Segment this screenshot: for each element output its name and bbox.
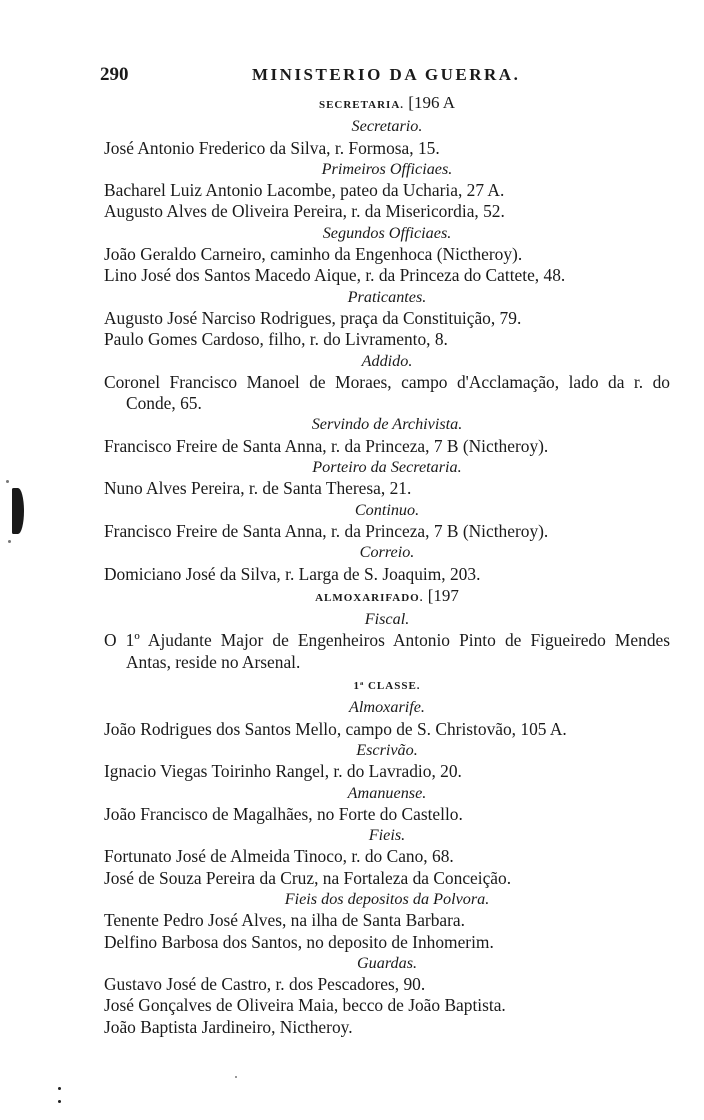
directory-entry: Francisco Freire de Santa Anna, r. da Princeza, 7 B (Nictheroy).	[104, 520, 549, 541]
directory-entry: Tenente Pedro José Alves, na ilha de Santa Barbara.	[104, 910, 465, 931]
directory-entry: Domiciano José da Silva, r. Larga de S. Joaquim, 203.	[104, 563, 481, 584]
directory-entry: Gustavo José de Castro, r. dos Pescadores, 90.	[104, 974, 426, 995]
directory-entry: Augusto José Narciso Rodrigues, praça da Constituição, 79.	[104, 307, 522, 328]
directory-entry: José de Souza Pereira da Cruz, na Fortaleza da Conceição.	[104, 867, 512, 888]
section-heading	[104, 585, 670, 609]
page-body	[104, 92, 670, 1038]
scan-speck	[235, 1076, 237, 1078]
section-heading-reference: [197	[423, 585, 459, 605]
position-heading: Escrivão.	[356, 740, 418, 759]
page-header	[100, 64, 664, 88]
section-heading	[104, 673, 670, 697]
position-heading: Guardas.	[356, 953, 418, 972]
directory-entry: Nuno Alves Pereira, r. de Santa Theresa, 21.	[104, 478, 412, 499]
position-heading: Secretario.	[351, 117, 423, 136]
directory-entry: José Gonçalves de Oliveira Maia, becco de João Baptista.	[104, 995, 506, 1016]
position-heading: Almoxarife.	[349, 698, 425, 717]
position-heading: Servindo de Archivista.	[311, 415, 463, 434]
section-heading-reference: [196 A	[404, 93, 456, 112]
directory-entry: Paulo Gomes Cardoso, filho, r. do Livramento, 8.	[104, 329, 448, 350]
scan-speck	[6, 480, 9, 483]
position-heading: Correio.	[359, 543, 415, 562]
directory-entry: João Geraldo Carneiro, caminho da Engenhoca (Nictheroy).	[104, 244, 523, 265]
position-heading: Primeiros Officiaes.	[321, 159, 453, 178]
position-heading: Praticantes.	[347, 287, 427, 306]
directory-entry: Augusto Alves de Oliveira Pereira, r. da Misericordia, 52.	[104, 201, 505, 222]
position-heading: Fieis.	[368, 826, 406, 845]
section-heading-caps: SECRETARIA.	[318, 99, 405, 111]
directory-entry: João Francisco de Magalhães, no Forte do Castello.	[104, 803, 463, 824]
directory-entry: Delfino Barbosa dos Santos, no deposito de Inhomerim.	[104, 931, 494, 952]
directory-entry: Bacharel Luiz Antonio Lacombe, pateo da Ucharia, 27 A.	[104, 180, 505, 201]
position-heading: Amanuense.	[347, 783, 427, 802]
position-heading: Porteiro da Secretaria.	[312, 458, 462, 477]
directory-entry: Francisco Freire de Santa Anna, r. da Princeza, 7 B (Nictheroy).	[104, 435, 549, 456]
scan-speck	[8, 540, 11, 543]
scan-speck	[58, 1087, 61, 1090]
directory-entry: Lino José dos Santos Macedo Aique, r. da Princeza do Cattete, 48.	[104, 265, 566, 286]
section-heading-caps: 1ª CLASSE.	[353, 680, 421, 693]
directory-entry: José Antonio Frederico da Silva, r. Formosa, 15.	[104, 137, 440, 158]
running-title: MINISTERIO DA GUERRA.	[252, 65, 521, 84]
directory-entry: O 1º Ajudante Major de Engenheiros Antonio Pinto de Figueiredo Mendes Antas, reside no Arsenal.	[104, 630, 670, 672]
position-heading: Segundos Officiaes.	[322, 223, 452, 242]
directory-entry: João Baptista Jardineiro, Nictheroy.	[104, 1016, 353, 1037]
position-heading: Continuo.	[354, 500, 420, 519]
position-heading: Fieis dos depositos da Polvora.	[284, 889, 490, 908]
section-heading-caps: ALMOXARIFADO.	[315, 591, 424, 604]
section-heading	[104, 92, 670, 116]
position-heading: Fiscal.	[364, 610, 410, 629]
directory-entry: Fortunato José de Almeida Tinoco, r. do Cano, 68.	[104, 846, 454, 867]
directory-entry: Coronel Francisco Manoel de Moraes, campo d'Acclamação, lado da r. do Conde, 65.	[104, 371, 670, 414]
page-number: 290	[100, 64, 129, 85]
directory-entry: João Rodrigues dos Santos Mello, campo de S. Christovão, 105 A.	[104, 718, 567, 739]
directory-entry: Ignacio Viegas Toirinho Rangel, r. do Lavradio, 20.	[104, 761, 462, 782]
binding-shadow-mark	[12, 488, 24, 534]
position-heading: Addido.	[361, 351, 413, 370]
scan-speck	[58, 1100, 61, 1103]
